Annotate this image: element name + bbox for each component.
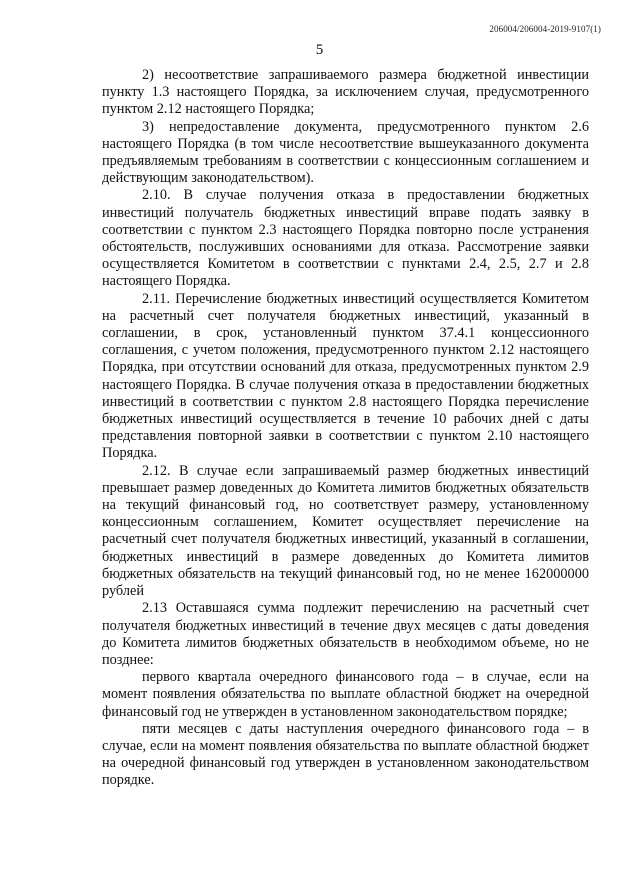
paragraph-2-12: 2.12. В случае если запрашиваемый размер бюджетных инвестиций превышает размер доведенных до Комитета лимитов бюджетных обязательств на текущий финансовый год, но соответствует размеру, установленному концессионным соглашением, Комитет осуществляет перечисление на расчетный счет получателя бюджетных инвестиций, указанный в соглашении, бюджетных инвестиций в размере доведенных до Комитета лимитов бюджетных обязательств на текущий финансовый год, но не менее 162000000 рублей xyxy=(102,462,589,600)
paragraph-item-3: 3) непредоставление документа, предусмотренного пунктом 2.6 настоящего Порядка (в том числе несоответствие вышеуказанного документа предъявляемым требованиям в соответствии с концессионным соглашением и действующим законодательством). xyxy=(102,118,589,187)
paragraph-2-11: 2.11. Перечисление бюджетных инвестиций осуществляется Комитетом на расчетный счет получателя бюджетных инвестиций, указанный в соглашении, в срок, установленный пунктом 37.4.1 концессионного соглашения, с учетом положения, предусмотренного пунктом 2.12 настоящего Порядка, при отсутствии оснований для отказа, предусмотренных пунктом 2.9 настоящего Порядка. В случае получения отказа в предоставлении бюджетных инвестиций в соответствии с пунктом 2.8 настоящего Порядка перечисление бюджетных инвестиций осуществляется в течение 10 рабочих дней с даты представления повторной заявки в соответствии с пунктом 2.10 настоящего Порядка. xyxy=(102,290,589,462)
paragraph-five-months: пяти месяцев с даты наступления очередного финансового года – в случае, если на момент появления обязательства по выплате областной бюджет на очередной финансовый год утвержден в установленном законодательством порядке. xyxy=(102,720,589,789)
document-body xyxy=(102,67,589,790)
paragraph-item-2: 2) несоответствие запрашиваемого размера бюджетной инвестиции пункту 1.3 настоящего Порядка, за исключением случая, предусмотренного пунктом 2.12 настоящего Порядка; xyxy=(102,67,589,118)
paragraph-first-quarter: первого квартала очередного финансового года – в случае, если на момент появления обязательства по выплате областной бюджет на очередной финансовый год не утвержден в установленном законодательством порядке; xyxy=(102,669,589,720)
page-number: 5 xyxy=(315,42,324,58)
paragraph-2-13: 2.13 Оставшаяся сумма подлежит перечислению на расчетный счет получателя бюджетных инвестиций в течение двух месяцев с даты доведения до Комитета лимитов бюджетных обязательств в необходимом объеме, но не позднее: xyxy=(102,600,589,668)
paragraph-2-10: 2.10. В случае получения отказа в предоставлении бюджетных инвестиций получатель бюджетных инвестиций вправе подать заявку в соответствии с пунктом 2.3 настоящего Порядка повторно после устранения обстоятельств, послуживших основаниями для отказа. Рассмотрение заявки осуществляется Комитетом в соответствии с пунктами 2.4, 2.5, 2.7 и 2.8 настоящего Порядка. xyxy=(102,187,589,290)
document-id: 206004/206004-2019-9107(1) xyxy=(489,24,601,34)
